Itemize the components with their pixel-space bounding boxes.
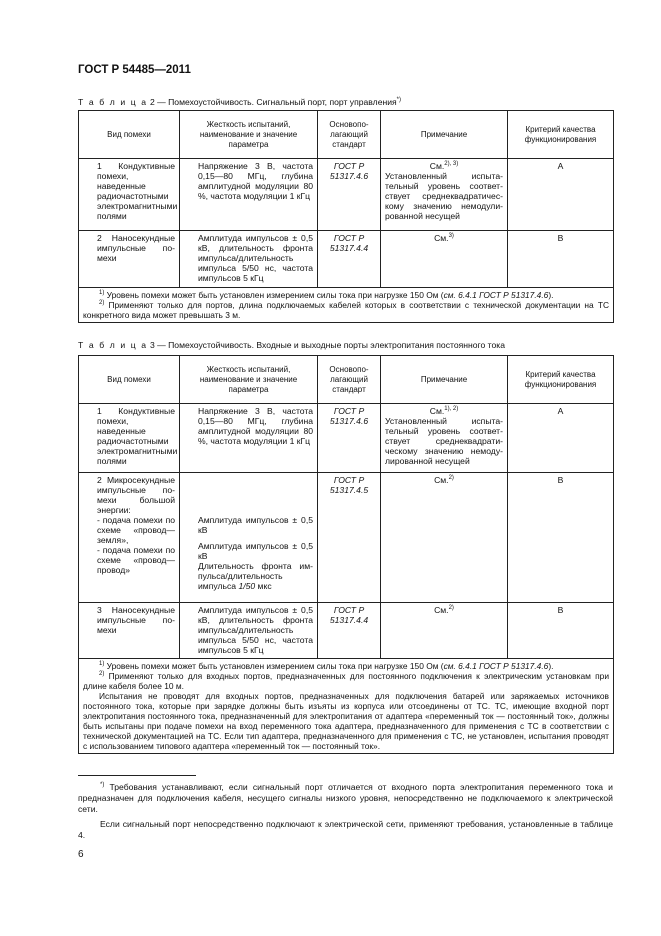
cell-standard: ГОСТ Р 51317.4.4: [318, 603, 381, 659]
cell-note: См.$^{3)}$: [381, 231, 508, 288]
cell-note: См.$^{2)}$: [381, 473, 508, 603]
col-severity-header: Жесткость испытаний, наименование и значение параметра: [180, 111, 318, 159]
page-number: 6: [78, 849, 84, 860]
cell-standard: ГОСТ Р 51317.4.6: [318, 159, 381, 231]
table3-caption: Т а б л и ц а 3 — Помехоустойчивость. Входные и выходные порты электропитания постоянного тока: [78, 340, 506, 350]
cell-type: 1 Кондуктивные помехи, наведенные радиочастотными электромагнитными полями: [79, 404, 180, 473]
cell-standard: ГОСТ Р 51317.4.6: [318, 404, 381, 473]
table-row: [79, 404, 614, 473]
col-type-header: Вид помехи: [79, 356, 180, 404]
cell-severity: Амплитуда импульсов ± 0,5 кВ, длительность фронта импульса/длительность импульса 5/50 нс, частота импульсов 5 кГц: [180, 231, 318, 288]
cell-note: См.$^{2), 3)}$ Установленный испытательный уровень соответствует среднеквадратическому значению немодулированной несущей: [381, 159, 508, 231]
cell-severity: Напряжение 3 В, частота 0,15—80 МГц, глубина амплитудной модуляции 80 %, частота модуляции 1 кГц: [180, 159, 318, 231]
table3-notes-row: [79, 659, 614, 754]
document-code: ГОСТ Р 54485—2011: [78, 64, 191, 76]
table-row: [79, 473, 614, 603]
cell-type: 2 Микросекундные импульсные помехи большой энергии: - подача помехи по схеме «провод—земля», - подача помехи по схеме «провод—провод»: [79, 473, 180, 603]
cell-criterion: В: [508, 603, 614, 659]
col-criterion-header: Критерий качества функционирования: [508, 111, 614, 159]
cell-type: 3 Наносекундные импульсные помехи: [79, 603, 180, 659]
cell-severity: Амплитуда импульсов ± 0,5 кВ, длительность фронта импульса/длительность импульса 5/50 нс, частота импульсов 5 кГц: [180, 603, 318, 659]
table3-notes: $^{1)}$ Уровень помехи может быть установлен измерением силы тока при нагрузке 150 Ом (см. 6.4.1 ГОСТ Р 51317.4.6). $^{2)}$ Применяют только для входных портов, предназначенных для постоянного подключения к электрическим установкам при длине кабеля более 10 м. Испытания не проводят для входных портов, предназначенных для подключения батарей или заряжаемых источников постоянного тока, которые при зарядке должны быть изъяты из корпуса или отсоединены от ТС. ТС, имеющие входной порт электропитания постоянного тока, предназначенный для электропитания от адаптера «переменный ток — постоянный ток», должны быть испытаны при подаче помехи на вход переменного тока адаптера, предназначенного для применения с ТС в соответствии с технической документацией на ТС. Если тип адаптера, предназначенного для применения с ТС, не установлен, испытания проводят с использованием типового адаптера «переменный ток — постоянный ток».: [79, 659, 614, 754]
cell-criterion: А: [508, 404, 614, 473]
col-standard-header: Основополагающий стандарт: [318, 356, 381, 404]
cell-criterion: В: [508, 473, 614, 603]
table2-notes: $^{1)}$ Уровень помехи может быть установлен измерением силы тока при нагрузке 150 Ом (см. 6.4.1 ГОСТ Р 51317.4.6). $^{2)}$ Применяют только для портов, длина подключаемых кабелей которых в соответствии с технической документации на ТС конкретного вида может превышать 3 м.: [79, 288, 614, 323]
table-row: [79, 603, 614, 659]
col-note-header: Примечание: [381, 356, 508, 404]
cell-type: 1 Кондуктивные помехи, наведенные радиочастотными электромагнитными полями: [79, 159, 180, 231]
cell-criterion: В: [508, 231, 614, 288]
cell-type: 2 Наносекундные импульсные помехи: [79, 231, 180, 288]
cell-standard: ГОСТ Р 51317.4.4: [318, 231, 381, 288]
table-row: [79, 231, 614, 288]
footnote-separator: [78, 775, 196, 776]
table3: [78, 355, 614, 754]
col-standard-header: Основополагающий стандарт: [318, 111, 381, 159]
table3-header-row: [79, 356, 614, 404]
cell-standard: ГОСТ Р 51317.4.5: [318, 473, 381, 603]
cell-severity: Амплитуда импульсов ± 0,5 кВ Амплитуда импульсов ± 0,5 кВ Длительность фронта импульса/длительность импульса 1/50 мкс: [180, 473, 318, 603]
footnote: *) Требования устанавливают, если сигнальный порт отличается от входного порта электропитания переменного тока и предназначен для подключения кабеля, несущего сигналы низкого уровня, непосредственно не подключаемого к электрической сети. Если сигнальный порт непосредственно подключают к электрической сети, применяют требования, установленные в таблице 4.: [78, 782, 613, 840]
table-row: [79, 159, 614, 231]
table2-notes-row: [79, 288, 614, 323]
cell-severity: Напряжение 3 В, частота 0,15—80 МГц, глубина амплитудной модуляции 80 %, частота модуляции 1 кГц: [180, 404, 318, 473]
col-severity-header: Жесткость испытаний, наименование и значение параметра: [180, 356, 318, 404]
table2-header-row: [79, 111, 614, 159]
table2: [78, 110, 614, 323]
col-note-header: Примечание: [381, 111, 508, 159]
col-type-header: Вид помехи: [79, 111, 180, 159]
col-criterion-header: Критерий качества функционирования: [508, 356, 614, 404]
cell-criterion: А: [508, 159, 614, 231]
table2-caption: Т а б л и ц а 2 — Помехоустойчивость. Сигнальный порт, порт управления*): [78, 97, 402, 107]
cell-note: См.$^{1), 2)}$ Установленный испытательный уровень соответствует среднеквадратическому значению немодулированной несущей: [381, 404, 508, 473]
cell-note: См.$^{2)}$: [381, 603, 508, 659]
